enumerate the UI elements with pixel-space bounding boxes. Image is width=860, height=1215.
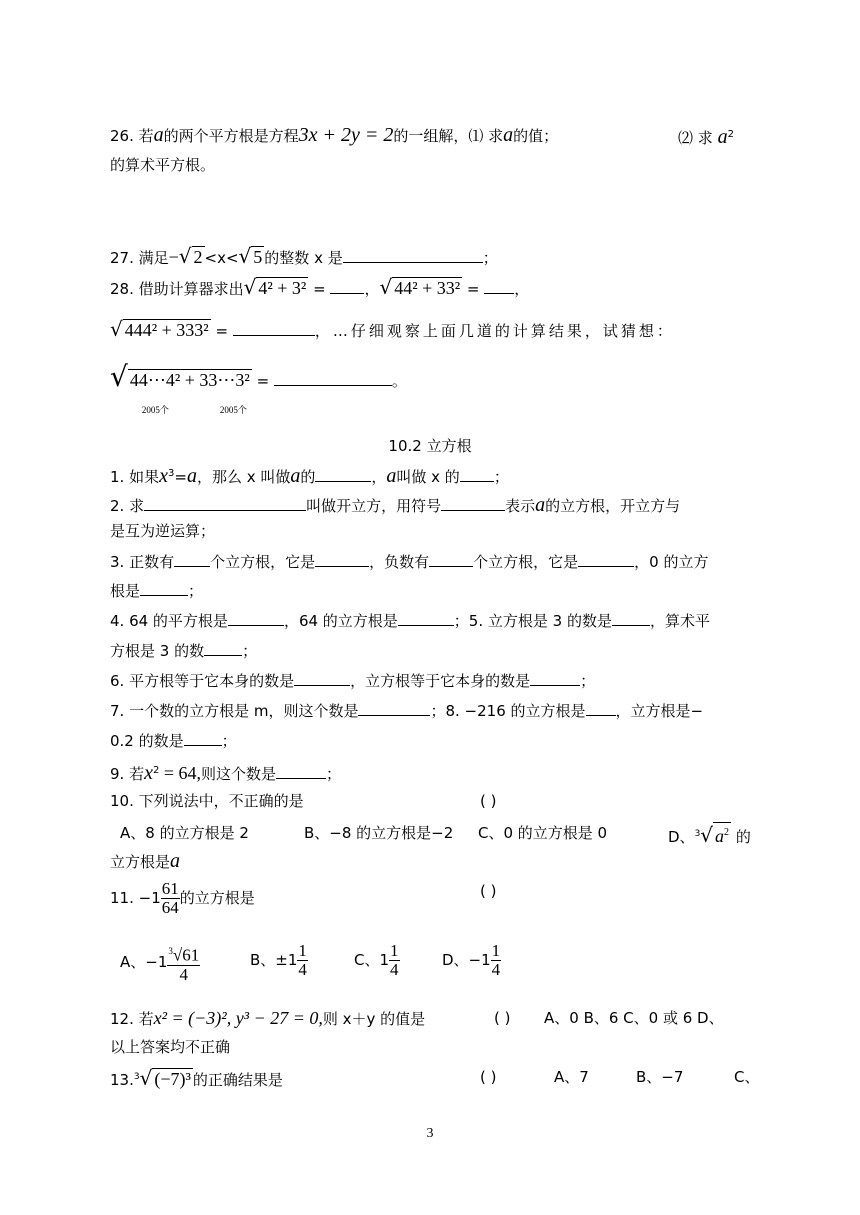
cube-question-6: 6. 平方根等于它本身的数是 ，立方根等于它本身的数是 ； [110,672,596,690]
cube-question-2-line2: 是互为逆运算； [110,522,216,540]
option-b[interactable]: B、−8 的立方根是−2 [304,824,454,842]
answer-blank[interactable] [586,701,616,716]
cube-question-1: 1. 如果$x^3=a$，那么 x 叫做a的 ，a叫做 x 的 ； [110,465,509,487]
cube-question-7-line2: 0.2 的数是 ； [110,732,237,750]
answer-blank[interactable] [204,641,242,656]
answer-blank[interactable] [398,611,454,626]
cube-question-12: 12. 若x² = (−3)², y³ − 27 = 0,则 x＋y 的值是 ( ) A、0 B、6 C、0 或 6 D、 [110,1008,724,1028]
cube-question-3-line2: 根是 ； [110,582,204,600]
cube-question-12-line2: 以上答案均不正确 [110,1038,231,1056]
cube-question-7-line1: 7. 一个数的立方根是 m，则这个数是 ；8. −216 的立方根是 ，立方根是− [110,702,704,720]
cube-question-10: 10. 下列说法中，不正确的是 ( ) [110,792,497,810]
answer-blank[interactable] [429,552,473,567]
answer-blank[interactable] [358,701,430,716]
cube-question-4-line1: 4. 64 的平方根是 ，64 的立方根是 ；5. 立方根是 3 的数是 ，算术平 [110,612,710,630]
answer-blank[interactable] [315,467,371,482]
question-26-part2: ⑵ 求 $a^2$ [678,126,734,148]
answer-blank[interactable] [274,371,392,386]
answer-blank[interactable] [330,279,364,294]
answer-blank[interactable] [144,496,306,511]
answer-blank[interactable] [294,671,350,686]
option-c[interactable]: C、0 的立方根是 0 [478,824,608,842]
answer-blank[interactable] [184,731,222,746]
cube-question-3-line1: 3. 正数有 个立方根，它是 ，负数有 个立方根，它是 ，0 的立方 [110,553,709,571]
option-d[interactable]: D、$^3$√ $a^2$ 的 [668,823,751,847]
answer-blank[interactable] [343,248,483,263]
question-26-line2: 的算术平方根。 [110,156,216,174]
cube-question-10-options [120,822,751,847]
question-28-line2: √ 444² + 333² = ，…仔细观察上面几道的计算结果，试猜想： [110,317,675,341]
answer-blank[interactable] [174,552,210,567]
answer-blank[interactable] [578,552,634,567]
cube-question-2-line1: 2. 求 叫做开立方，用符号 表示a的立方根，开立方与 [110,494,681,516]
cube-question-10-line2: 立方根是a [110,850,181,872]
answer-blank[interactable] [460,467,494,482]
cube-question-11-options [120,941,501,986]
option-a[interactable]: A、−1 $\frac{^3√61}{4}$ [120,953,200,971]
answer-blank[interactable] [484,279,514,294]
question-27: 27. 满足−√ 2 <x<√ 5 的整数 x 是 ； [110,244,498,268]
question-28-line1: 28. 借助计算器求出√ 4² + 3² = ，√ 44² + 33² = ， [110,275,530,299]
cube-question-13: 13.$^3$√ (−7)³ 的正确结果是 ( ) A、7 B、−7 C、 [110,1066,760,1090]
answer-blank[interactable] [441,496,505,511]
question-28-line3: √ 44⋯4² + 33⋯3² 2005个 2005个 = 。 [110,360,407,415]
answer-blank[interactable] [276,764,326,779]
page-number: 3 [426,1126,434,1141]
answer-blank[interactable] [228,611,284,626]
option-a[interactable]: A、8 的立方根是 2 [120,824,249,842]
cube-question-4-line2: 方根是 3 的数 ； [110,642,258,660]
cube-question-9: 9. 若$x^2 = 64$,则这个数是 ； [110,762,342,784]
answer-blank[interactable] [140,581,188,596]
answer-blank[interactable] [233,321,315,336]
section-title: 10.2 立方根 [388,437,472,455]
option-d[interactable]: D、−1 $\frac{1}{4}$ [442,941,501,979]
answer-blank[interactable] [315,552,369,567]
answer-blank[interactable] [530,671,580,686]
question-26-line1: 26. 若a的两个平方根是方程3x + 2y = 2的一组解，⑴ 求a的值； ⑵ 求 $a^2$ [110,124,734,148]
option-b[interactable]: B、±1 $\frac{1}{4}$ [250,941,307,979]
cube-question-11: 11. −1 $\frac{61}{64}$ 的立方根是 ( ) [110,879,497,917]
fraction: $\frac{61}{64}$ [161,879,179,917]
option-c[interactable]: C、1 $\frac{1}{4}$ [354,941,399,979]
answer-blank[interactable] [612,611,650,626]
